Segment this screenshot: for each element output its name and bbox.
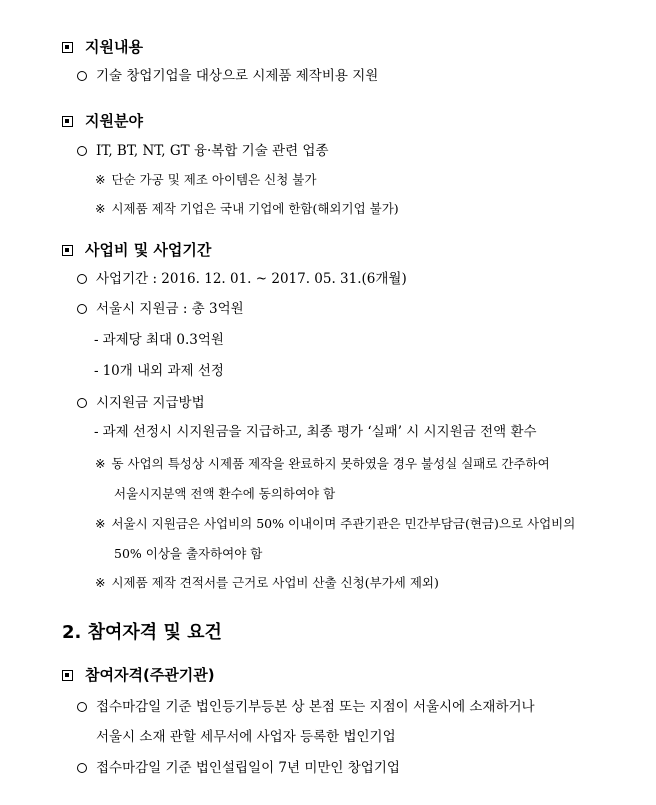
box-bullet-icon bbox=[62, 42, 73, 53]
list-continuation: 서울시 소재 관할 세무서에 사업자 등록한 법인기업 bbox=[96, 729, 396, 745]
list-item: 기술 창업기업을 대상으로 시제품 제작비용 지원 bbox=[77, 66, 378, 86]
sub-item: - 10개 내외 과제 선정 bbox=[94, 363, 224, 379]
dash-mark: - bbox=[94, 363, 99, 379]
circle-bullet-icon bbox=[77, 304, 87, 314]
sub-item: - 과제당 최대 0.3억원 bbox=[94, 332, 224, 348]
sub-item: - 과제 선정시 시지원금을 지급하고, 최종 평가 ‘실패’ 시 시지원금 전액 환수 bbox=[94, 424, 537, 440]
list-item-funding: 서울시 지원금 : 총 3억원 bbox=[77, 299, 244, 319]
heading-budget-period bbox=[62, 240, 211, 260]
reference-mark-icon: ※ bbox=[95, 172, 106, 187]
reference-mark-icon: ※ bbox=[95, 456, 106, 471]
heading-text: 지원분야 bbox=[85, 112, 143, 130]
reference-mark-icon: ※ bbox=[95, 201, 106, 216]
circle-bullet-icon bbox=[77, 146, 87, 156]
note-item: ※ 시제품 제작 기업은 국내 기업에 한함(해외기업 불가) bbox=[95, 199, 399, 219]
heading-text: 지원내용 bbox=[85, 38, 143, 56]
list-item: IT, BT, NT, GT 융·복합 기술 관련 업종 bbox=[77, 141, 329, 161]
circle-bullet-icon bbox=[77, 274, 87, 284]
reference-mark-icon: ※ bbox=[95, 575, 106, 590]
note-item: ※ 시제품 제작 견적서를 근거로 사업비 산출 신청(부가세 제외) bbox=[95, 573, 439, 593]
note-continuation: 50% 이상을 출자하여야 함 bbox=[114, 546, 263, 561]
heading-support-field bbox=[62, 111, 143, 131]
box-bullet-icon bbox=[62, 116, 73, 127]
list-item-period: 사업기간 : 2016. 12. 01. ~ 2017. 05. 31.(6개월) bbox=[77, 269, 407, 289]
box-bullet-icon bbox=[62, 245, 73, 256]
note-continuation: 서울시지분액 전액 환수에 동의하여야 함 bbox=[114, 486, 336, 501]
list-item: 접수마감일 기준 법인등기부등본 상 본점 또는 지점이 서울시에 소재하거나 bbox=[77, 697, 535, 717]
note-item: ※ 서울시 지원금은 사업비의 50% 이내이며 주관기관은 민간부담금(현금)으로 사업비의 bbox=[95, 514, 575, 534]
heading-support-content bbox=[62, 37, 143, 57]
dash-mark: - bbox=[94, 332, 99, 348]
list-item: 접수마감일 기준 법인설립일이 7년 미만인 창업기업 bbox=[77, 758, 400, 778]
note-item: ※ 단순 가공 및 제조 아이템은 신청 불가 bbox=[95, 170, 316, 190]
circle-bullet-icon bbox=[77, 702, 87, 712]
circle-bullet-icon bbox=[77, 763, 87, 773]
dash-mark: - bbox=[94, 424, 99, 440]
reference-mark-icon: ※ bbox=[95, 516, 106, 531]
heading-text: 사업비 및 사업기간 bbox=[85, 241, 212, 259]
note-item: ※ 동 사업의 특성상 시제품 제작을 완료하지 못하였을 경우 불성실 실패로 간주하여 bbox=[95, 454, 550, 474]
circle-bullet-icon bbox=[77, 71, 87, 81]
section-title: 2. 참여자격 및 요건 bbox=[62, 622, 222, 643]
heading-eligibility bbox=[62, 665, 215, 685]
box-bullet-icon bbox=[62, 670, 73, 681]
circle-bullet-icon bbox=[77, 398, 87, 408]
list-item-method: 시지원금 지급방법 bbox=[77, 393, 205, 413]
heading-text: 참여자격(주관기관) bbox=[85, 666, 215, 684]
